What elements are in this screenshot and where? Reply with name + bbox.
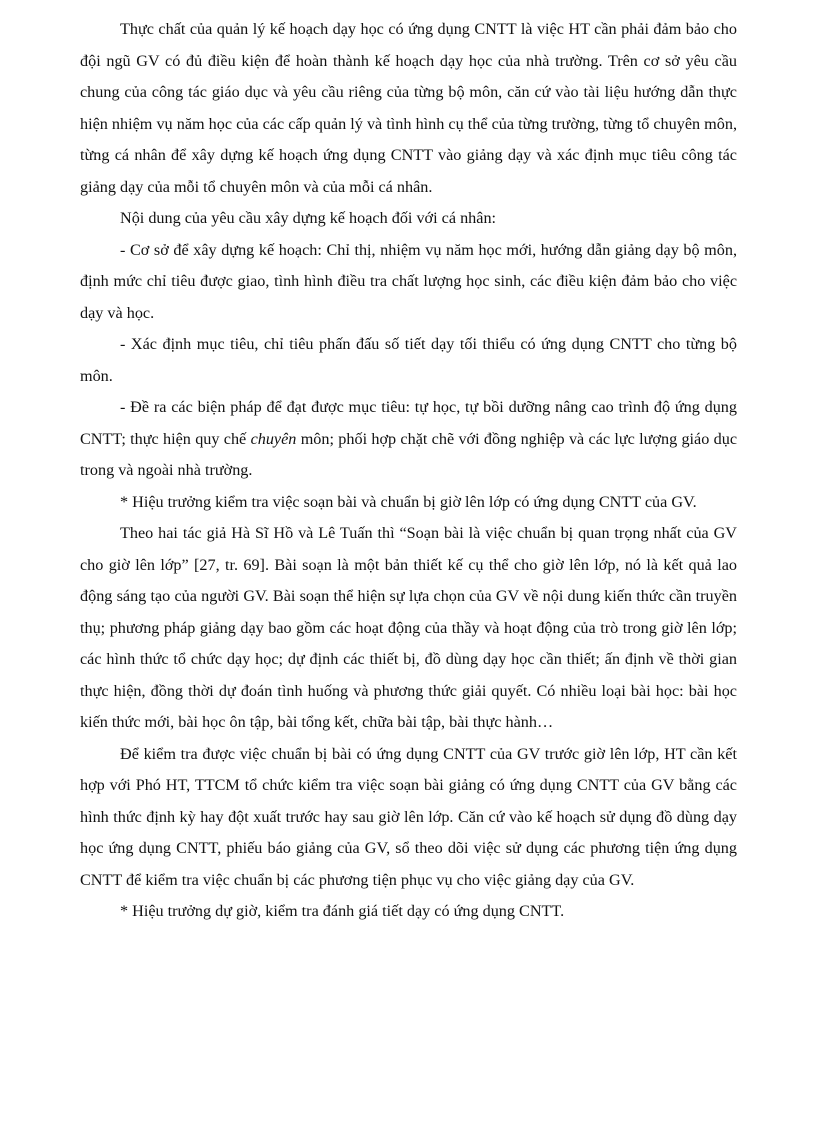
paragraph-4: [80, 329, 737, 392]
italic-term: chuyên: [250, 429, 297, 448]
paragraph-text: Thực chất của quản lý kế hoạch dạy học có ứng dụng CNTT là việc HT cần phải đảm bảo cho đội ngũ GV có đủ điều kiện để hoàn thành kế hoạch dạy học của nhà trường. Trên cơ sở yêu cầu chung của công tác giáo dục và yêu cầu riêng của từng bộ môn, căn cứ vào tài liệu hướng dẫn thực hiện nhiệm vụ năm học của các cấp quản lý và tình hình cụ thể của từng trường, từng tổ chuyên môn, từng cá nhân để xây dựng kế hoạch ứng dụng CNTT vào giảng dạy và xác định mục tiêu công tác giảng dạy của mỗi tổ chuyên môn và của mỗi cá nhân.: [80, 20, 737, 196]
paragraph-9: [80, 896, 737, 928]
paragraph-7: [80, 518, 737, 739]
paragraph-3: [80, 235, 737, 330]
paragraph-text: - Cơ sở để xây dựng kế hoạch: Chỉ thị, nhiệm vụ năm học mới, hướng dẫn giảng dạy bộ môn, định mức chỉ tiêu được giao, tình hình điều tra chất lượng học sinh, các điều kiện đảm bảo cho việc dạy và học.: [80, 240, 737, 322]
paragraph-text: - Xác định mục tiêu, chỉ tiêu phấn đấu số tiết dạy tối thiểu có ứng dụng CNTT cho từng bộ môn.: [80, 335, 737, 385]
paragraph-text: * Hiệu trưởng dự giờ, kiểm tra đánh giá tiết dạy có ứng dụng CNTT.: [120, 902, 565, 920]
paragraph-text: Nội dung của yêu cầu xây dựng kế hoạch đối với cá nhân:: [120, 209, 497, 227]
paragraph-text: Theo hai tác giả Hà Sĩ Hồ và Lê Tuấn thì “Soạn bài là việc chuẩn bị quan trọng nhất của GV cho giờ lên lớp” [27, tr. 69]. Bài soạn là một bản thiết kế cụ thể cho giờ lên lớp, nó là kết quả lao động sáng tạo của người GV. Bài soạn thể hiện sự lựa chọn của GV về nội dung kiến thức cần truyền thụ; phương pháp giảng dạy bao gồm các hoạt động của thầy và hoạt động của trò trong giờ lên lớp; các hình thức tổ chức dạy học; dự định các thiết bị, đồ dùng dạy học cần thiết; ấn định về thời gian thực hiện, đồng thời dự đoán tình huống và phương thức giải quyết. Có nhiều loại bài học: bài học kiến thức mới, bài học ôn tập, bài tổng kết, chữa bài tập, bài thực hành…: [80, 524, 737, 731]
paragraph-8: [80, 739, 737, 897]
document-page: [80, 14, 737, 928]
paragraph-5: [80, 392, 737, 487]
paragraph-1: [80, 14, 737, 203]
paragraph-text: môn; phối hợp chặt chẽ với đồng nghiệp và các lực lượng giáo dục trong và ngoài nhà trường.: [80, 429, 738, 479]
paragraph-6: [80, 487, 737, 519]
paragraph-2: [80, 203, 737, 235]
paragraph-text: Để kiểm tra được việc chuẩn bị bài có ứng dụng CNTT của GV trước giờ lên lớp, HT cần kết hợp với Phó HT, TTCM tổ chức kiểm tra việc soạn bài giảng có ứng dụng CNTT của GV bằng các hình thức định kỳ hay đột xuất trước hay sau giờ lên lớp. Căn cứ vào kế hoạch sử dụng đồ dùng dạy học ứng dụng CNTT, phiếu báo giảng của GV, sổ theo dõi việc sử dụng các phương tiện ứng dụng CNTT để kiểm tra việc chuẩn bị các phương tiện phục vụ cho việc giảng dạy của GV.: [80, 744, 737, 889]
paragraph-text: * Hiệu trưởng kiểm tra việc soạn bài và chuẩn bị giờ lên lớp có ứng dụng CNTT của GV.: [120, 492, 697, 511]
paragraph-text: - Đề ra các biện pháp để đạt được mục tiêu: tự học, tự bồi dưỡng nâng cao trình độ ứng dụng CNTT; thực hiện quy chế: [80, 398, 737, 448]
